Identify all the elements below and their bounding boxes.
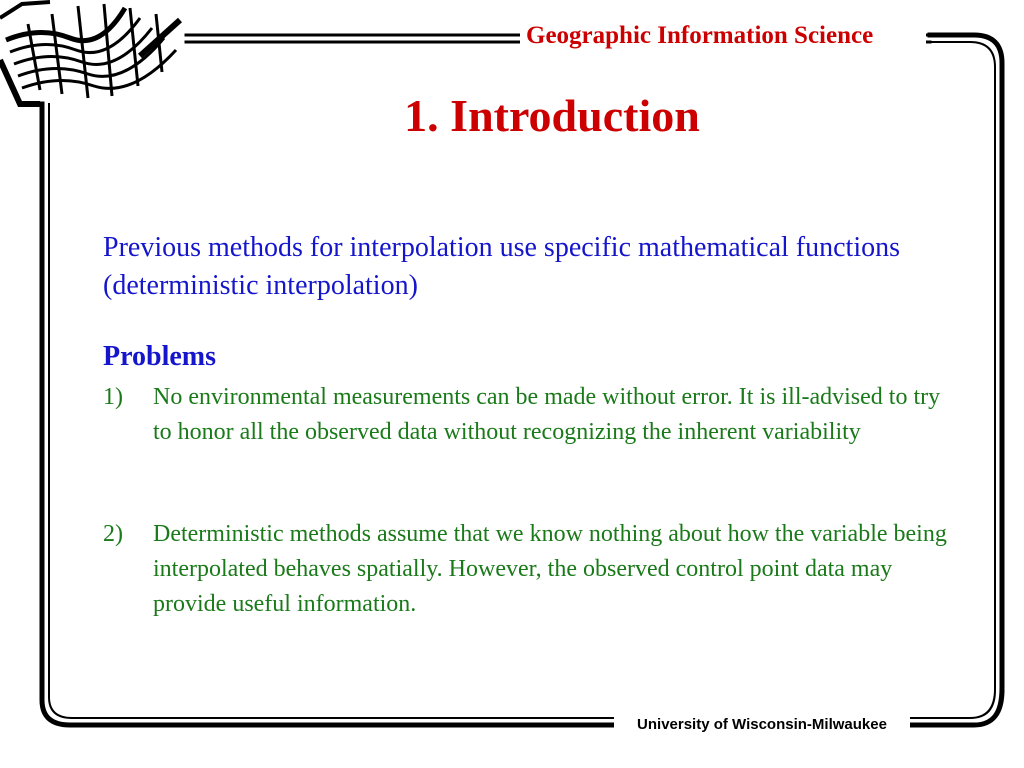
problem-number: 1) bbox=[103, 384, 123, 410]
slide-title: 1. Introduction bbox=[404, 90, 700, 141]
problem-number: 2) bbox=[103, 521, 123, 547]
problem-text: No environmental measurements can be made without error. It is ill-advised to try to honor all the observed data without recognizing the inherent variability bbox=[153, 384, 941, 445]
problem-text: Deterministic methods assume that we know nothing about how the variable being interpolated behaves spatially. However, the observed control point data may provide useful information. bbox=[153, 521, 947, 617]
problem-item-1 bbox=[103, 380, 953, 450]
intro-paragraph: Previous methods for interpolation use specific mathematical functions (deterministic interpolation) bbox=[103, 232, 901, 301]
problem-item-2 bbox=[103, 517, 953, 622]
problems-heading: Problems bbox=[103, 341, 217, 372]
course-title: Geographic Information Science bbox=[520, 20, 926, 52]
footer-institution: University of Wisconsin-Milwaukee bbox=[614, 714, 910, 736]
